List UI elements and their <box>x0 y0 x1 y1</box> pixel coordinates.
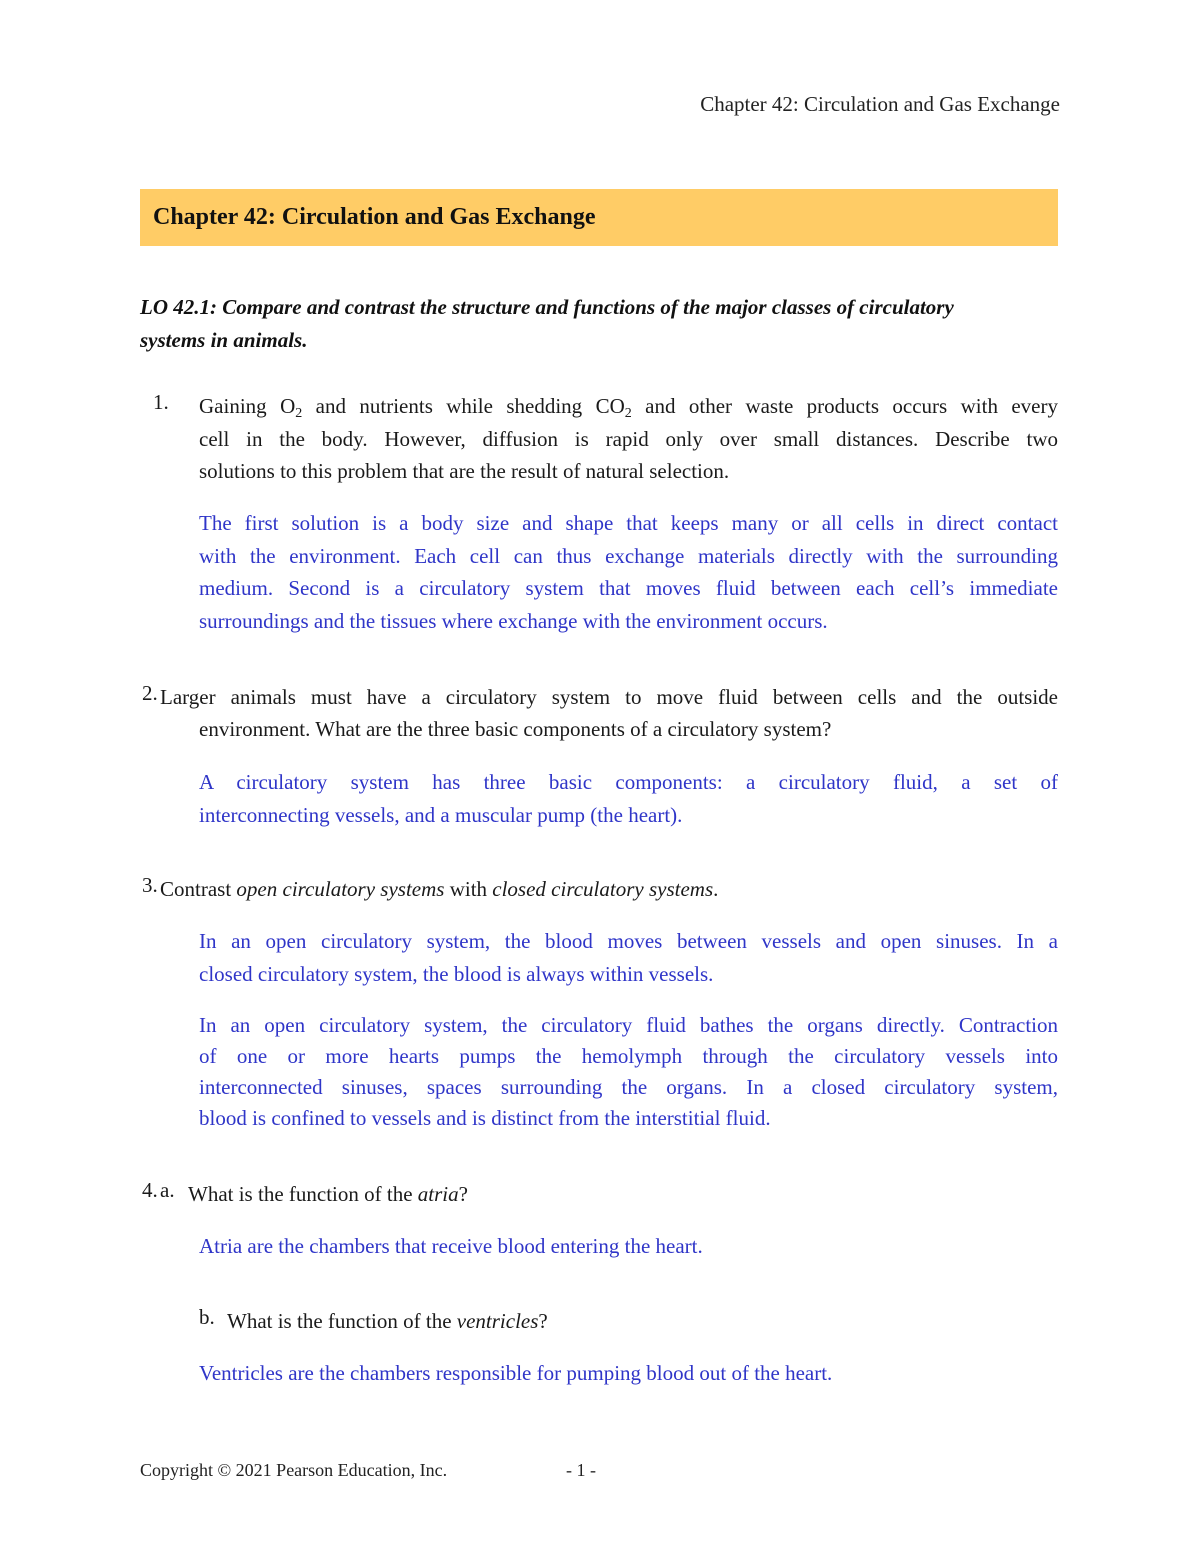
q3-text-mid: with <box>444 877 493 901</box>
question-1-line-2: cell in the body. However, diffusion is rapid only over small distances. Describe two <box>199 426 1058 451</box>
question-4a <box>188 1178 1058 1211</box>
running-header: Chapter 42: Circulation and Gas Exchange <box>700 92 1060 116</box>
answer-3a-line-1: In an open circulatory system, the blood moves between vessels and open sinuses. In a <box>199 929 1058 953</box>
q4b-italic: ventricles <box>456 1309 539 1333</box>
answer-2 <box>199 766 1058 831</box>
question-4-number: 4. <box>142 1178 158 1202</box>
answer-1 <box>199 507 1058 637</box>
lo-line-1: LO 42.1: Compare and contrast the structure and functions of the major classes of circulatory <box>140 295 954 319</box>
question-1-line-3: solutions to this problem that are the result of natural selection. <box>199 459 730 483</box>
q3-text-post: . <box>713 877 719 901</box>
q1-text-part1: Gaining O <box>199 394 296 418</box>
answer-4a-line: Atria are the chambers that receive blood entering the heart. <box>199 1234 703 1258</box>
question-1 <box>199 390 1058 488</box>
question-2-line-1: Larger animals must have a circulatory system to move fluid between cells and the outside <box>160 685 1058 709</box>
question-4b-line <box>227 1305 1058 1338</box>
question-2-line-1-wrap <box>160 681 1058 714</box>
q4a-text-post: ? <box>458 1182 468 1206</box>
question-4a-line <box>188 1178 1058 1211</box>
answer-3a <box>199 925 1058 990</box>
answer-3b-line-4: blood is confined to vessels and is distinct from the interstitial fluid. <box>199 1106 771 1130</box>
answer-4a <box>199 1230 1058 1263</box>
question-4b-label: b. <box>199 1305 215 1329</box>
question-3-number: 3. <box>142 873 158 897</box>
chapter-title: Chapter 42: Circulation and Gas Exchange <box>153 204 596 230</box>
answer-1-line-2: with the environment. Each cell can thus exchange materials directly with the surrounding <box>199 543 1058 568</box>
answer-2-line-2: interconnecting vessels, and a muscular pump (the heart). <box>199 802 683 827</box>
question-2-number: 2. <box>142 681 158 705</box>
answer-4b <box>199 1357 1058 1390</box>
q4b-text-pre: What is the function of the <box>227 1309 457 1333</box>
q1-subscript-2: 2 <box>624 406 632 421</box>
q3-italic-open: open circulatory systems <box>236 877 445 901</box>
question-2-line-2: environment. What are the three basic components of a circulatory system? <box>199 717 832 741</box>
question-1-number: 1. <box>153 390 169 414</box>
answer-3b-line-2: of one or more hearts pumps the hemolymph through the circulatory vessels into <box>199 1044 1058 1068</box>
question-3 <box>160 873 1058 906</box>
answer-3a-line-2: closed circulatory system, the blood is always within vessels. <box>199 961 714 986</box>
question-2-line-2-wrap <box>199 713 1058 746</box>
answer-1-line-1: The first solution is a body size and shape that keeps many or all cells in direct contact <box>199 511 1058 535</box>
answer-3b <box>199 1010 1058 1134</box>
answer-4b-line: Ventricles are the chambers responsible for pumping blood out of the heart. <box>199 1361 833 1385</box>
question-3-line <box>160 873 1058 906</box>
question-1-line-1 <box>199 390 1058 423</box>
q3-text-pre: Contrast <box>160 877 237 901</box>
lo-line-2: systems in animals. <box>140 328 308 352</box>
learning-objective <box>140 291 1058 357</box>
q1-text-part3: and other waste products occurs with every <box>631 394 1058 418</box>
answer-3b-line-3: interconnected sinuses, spaces surrounding the organs. In a closed circulatory system, <box>199 1075 1058 1099</box>
question-4a-label: a. <box>160 1178 175 1202</box>
q4a-italic: atria <box>417 1182 459 1206</box>
q4b-text-post: ? <box>538 1309 548 1333</box>
answer-1-line-4: surroundings and the tissues where exchange with the environment occurs. <box>199 608 828 633</box>
answer-2-line-1: A circulatory system has three basic components: a circulatory fluid, a set of <box>199 770 1058 794</box>
chapter-banner <box>140 189 1058 246</box>
footer-page-number: - 1 - <box>566 1460 596 1480</box>
q1-subscript-1: 2 <box>295 406 303 421</box>
question-4b <box>227 1305 1058 1338</box>
q1-text-part2: and nutrients while shedding CO <box>302 394 625 418</box>
answer-3b-line-1: In an open circulatory system, the circulatory fluid bathes the organs directly. Contraction <box>199 1013 1058 1037</box>
footer-copyright: Copyright © 2021 Pearson Education, Inc. <box>140 1460 448 1480</box>
q3-italic-closed: closed circulatory systems <box>492 877 714 901</box>
q4a-text-pre: What is the function of the <box>188 1182 418 1206</box>
answer-1-line-3: medium. Second is a circulatory system that moves fluid between each cell’s immediate <box>199 576 1058 600</box>
